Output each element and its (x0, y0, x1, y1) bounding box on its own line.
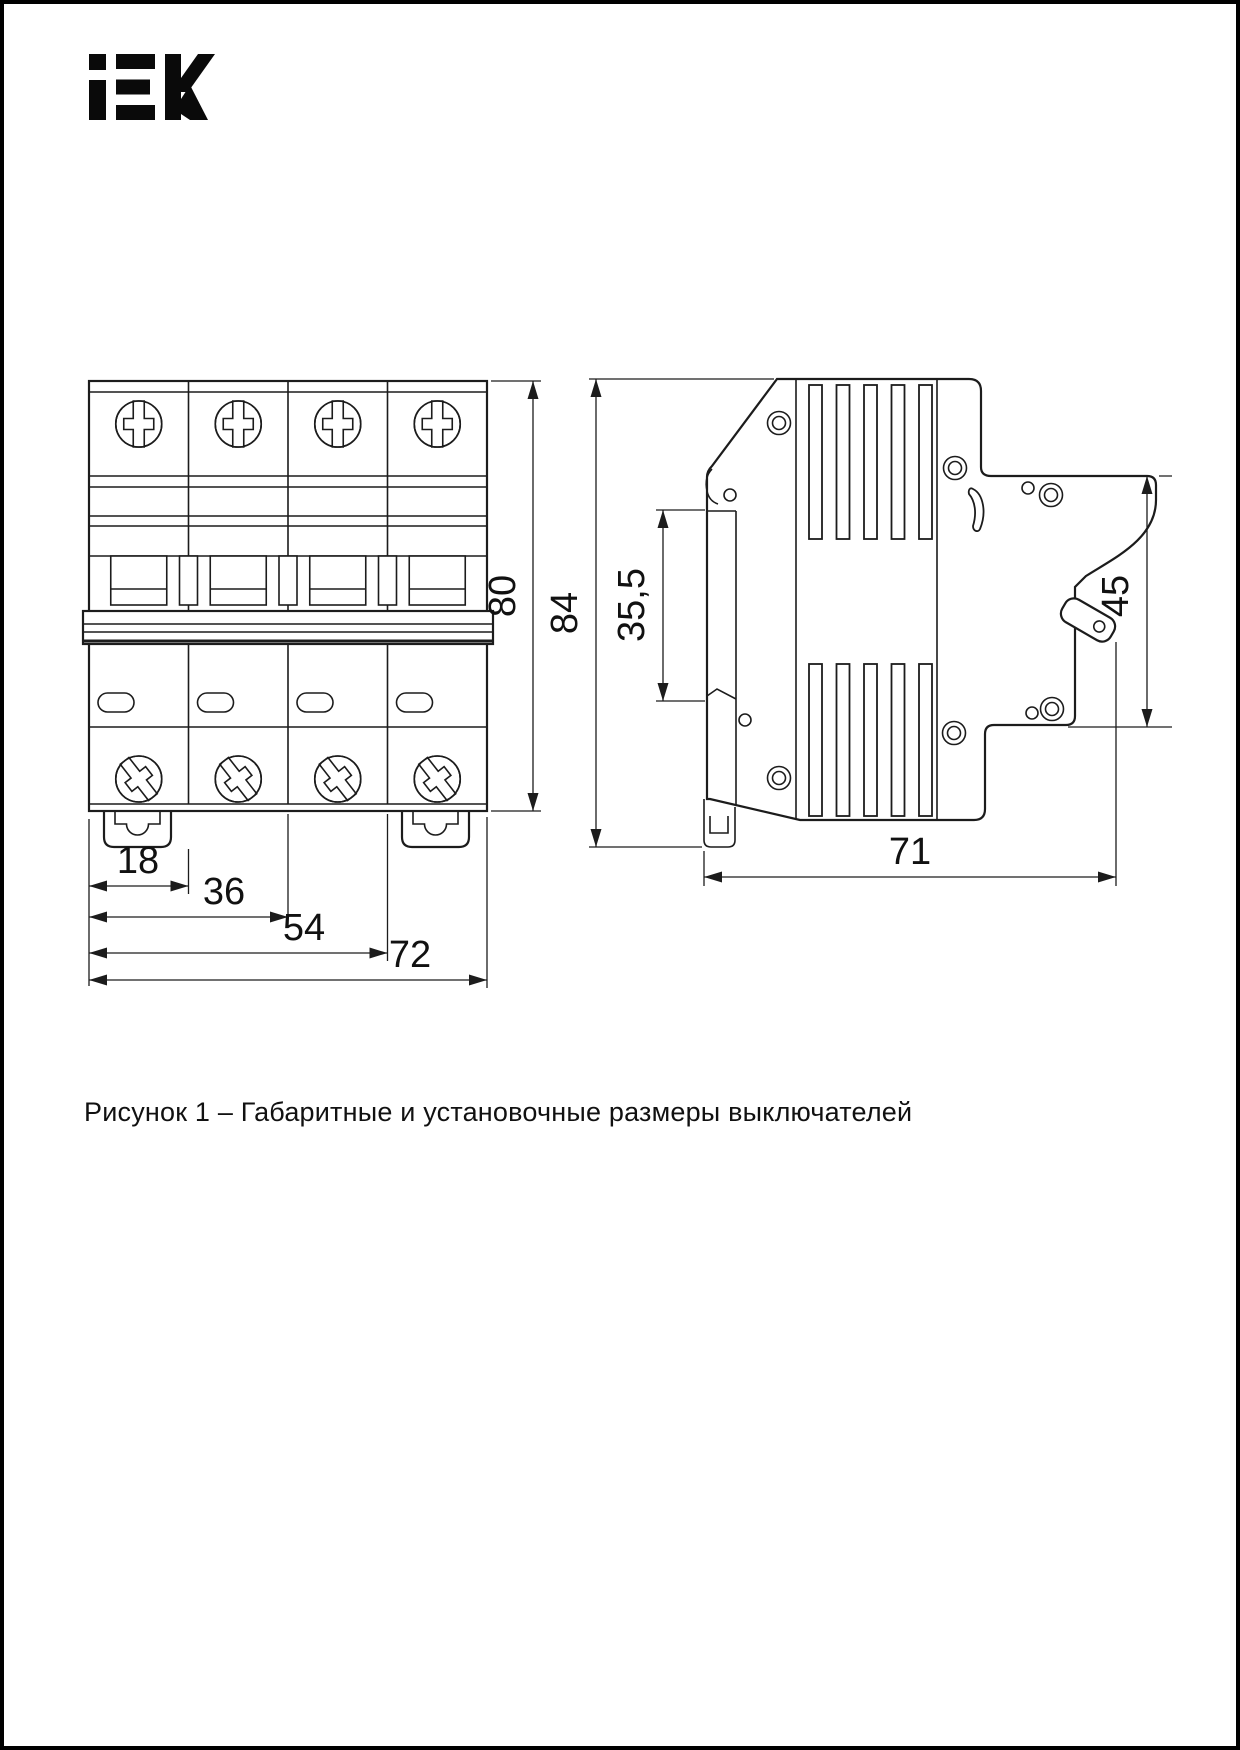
dim-label-54: 54 (282, 907, 326, 949)
side-view-drawing (704, 379, 1156, 847)
figure-caption: Рисунок 1 – Габаритные и установочные размеры выключателей (84, 1097, 913, 1127)
dim-label-80: 80 (482, 574, 524, 618)
dim-label-35-5: 35,5 (611, 568, 653, 642)
dim-label-71: 71 (888, 831, 932, 873)
dim-label-36: 36 (202, 871, 246, 913)
toggle-tie-bar (83, 611, 493, 644)
dim-label-72: 72 (388, 934, 432, 976)
technical-drawing (4, 4, 1240, 1750)
front-view-drawing (83, 381, 493, 847)
dim-label-45: 45 (1095, 574, 1137, 618)
toggle-handles (111, 556, 466, 605)
dim-label-84: 84 (544, 591, 586, 635)
dim-label-18: 18 (116, 840, 160, 882)
